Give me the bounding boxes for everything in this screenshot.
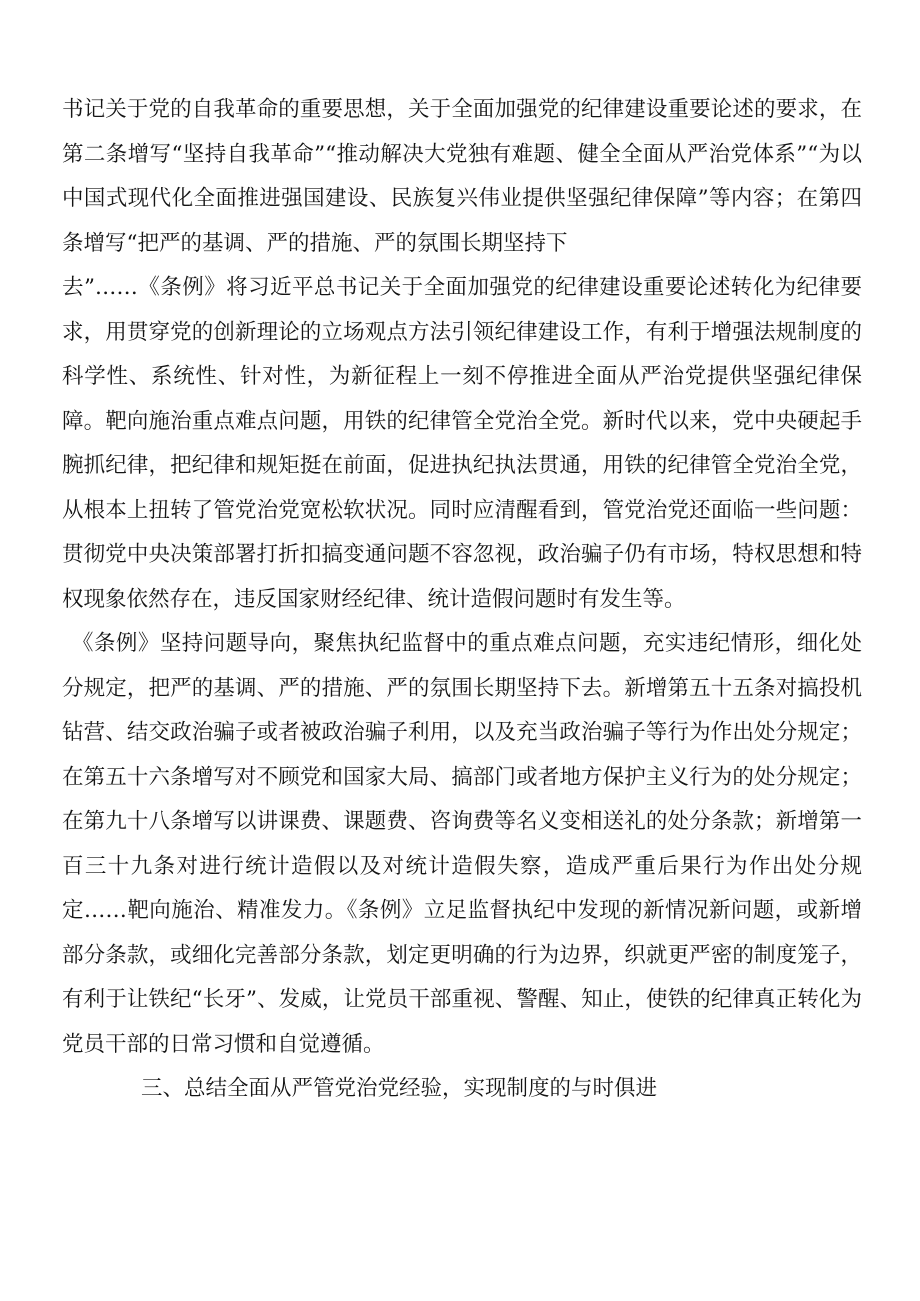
paragraph-1: 书记关于党的自我革命的重要思想，关于全面加强党的纪律建设重要论述的要求，在第二条增写“坚持自我革命”“推动解决大党独有难题、健全全面从严治党体系”“为以中国式现代化全面推进强国建设、民族复兴伟业提供坚强纪律保障”等内容；在第四条增写“把严的基调、严的措施、严的氛围长期坚持下	[62, 97, 862, 256]
section-heading-3: 三、总结全面从严管党治党经验，实现制度的与时俱进	[141, 1076, 658, 1101]
paragraph-3: 《条例》坚持问题导向，聚焦执纪监督中的重点难点问题，充实违纪情形，细化处分规定，把严的基调、严的措施、严的氛围长期坚持下去。新增第五十五条对搞投机钻营、结交政治骗子或者被政治骗子利用，以及充当政治骗子等行为作出处分规定；在第五十六条增写对不顾党和国家大局、搞部门或者地方保护主义行为的处分规定；在第九十八条增写以讲课费、课题费、咨询费等名义变相送礼的处分条款；新增第一百三十九条对进行统计造假以及对统计造假失察，造成严重后果行为作出处分规定……靶向施治、精准发力。《条例》立足监督执纪中发现的新情况新问题，或新增部分条款，或细化完善部分条款，划定更明确的行为边界，织就更严密的制度笼子，有利于让铁纪“长牙”、发威，让党员干部重视、警醒、知止，使铁的纪律真正转化为党员干部的日常习惯和自觉遵循。	[62, 631, 862, 1057]
paragraph-2: 去”……《条例》将习近平总书记关于全面加强党的纪律建设重要论述转化为纪律要求，用贯穿党的创新理论的立场观点方法引领纪律建设工作，有利于增强法规制度的科学性、系统性、针对性，为新征程上一刻不停推进全面从严治党提供坚强纪律保障。靶向施治重点难点问题，用铁的纪律管全党治全党。新时代以来，党中央硬起手腕抓纪律，把纪律和规矩挺在前面，促进执纪执法贯通，用铁的纪律管全党治全党，从根本上扭转了管党治党宽松软状况。同时应清醒看到，管党治党还面临一些问题：贯彻党中央决策部署打折扣搞变通问题不容忽视，政治骗子仍有市场，特权思想和特权现象依然存在，违反国家财经纪律、统计造假问题时有发生等。	[62, 275, 862, 612]
document-page	[62, 88, 862, 1112]
